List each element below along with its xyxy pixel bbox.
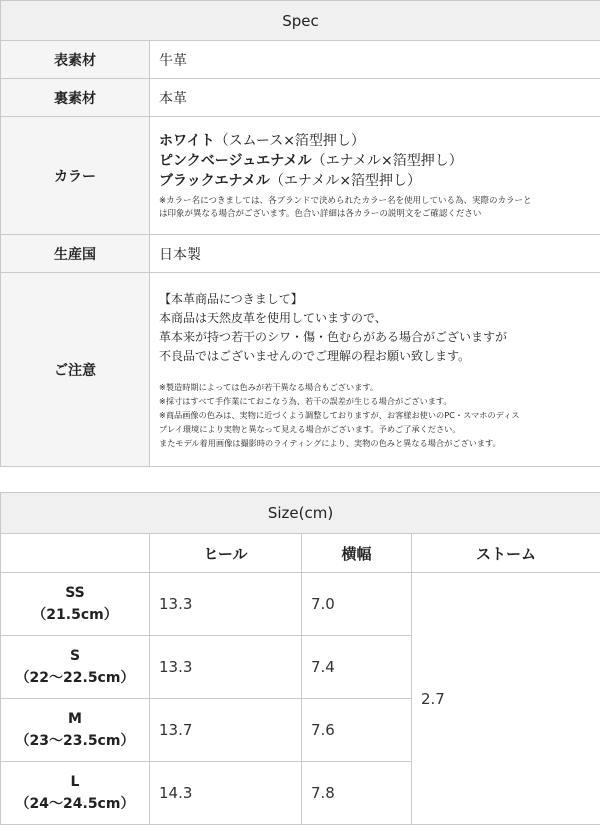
size-name: M: [1, 708, 149, 730]
width-value: 7.8: [302, 762, 412, 825]
color-label: カラー: [1, 117, 150, 235]
width-value: 7.6: [302, 699, 412, 762]
origin-label: 生産国: [1, 235, 150, 273]
size-name: SS: [1, 582, 149, 604]
inner-material-label: 裏素材: [1, 79, 150, 117]
color-name: ブラックエナメル: [159, 173, 270, 189]
heel-value: 13.7: [150, 699, 302, 762]
caution-main-line: 【本革商品につきまして】: [159, 290, 592, 309]
color-detail: （スムース×箔型押し）: [215, 133, 365, 149]
color-item: [159, 151, 592, 171]
caution-note-line: プレイ環境により実物と異なって見える場合がございます。予めご了承ください。: [159, 422, 592, 436]
outer-material-value: 牛革: [150, 41, 600, 79]
caution-main-line: 革本来が持つ若干のシワ・傷・色むらがある場合がございますが: [159, 328, 592, 347]
color-note: [159, 195, 592, 221]
spec-header: Spec: [1, 1, 600, 41]
heel-value: 14.3: [150, 762, 302, 825]
caution-note-line: ※製造時期によっては色みが若干異なる場合もございます。: [159, 380, 592, 394]
size-row-label: [1, 636, 150, 699]
size-column-header-row: [1, 534, 600, 573]
caution-note-line: またモデル着用画像は撮影時のライティングにより、実物の色みと異なる場合がございます。: [159, 436, 592, 450]
size-header: Size(cm): [1, 493, 600, 534]
color-note-line: ※カラー名につきましては、各ブランドで決められたカラー名を使用している為、実際のカラーと: [159, 195, 592, 208]
width-value: 7.4: [302, 636, 412, 699]
caution-main-line: 本商品は天然皮革を使用していますので、: [159, 309, 592, 328]
origin-value: 日本製: [150, 235, 600, 273]
caution-note-line: ※商品画像の色みは、実物に近づくよう調整しておりますが、お客様お使いのPC・スマホのディス: [159, 408, 592, 422]
spec-row-inner-material: [1, 79, 600, 117]
color-value: [150, 117, 600, 235]
spec-row-origin: [1, 235, 600, 273]
strom-value: 2.7: [412, 573, 600, 825]
color-name: ホワイト: [159, 133, 215, 149]
spec-row-caution: [1, 273, 600, 467]
color-note-line: は印象が異なる場合がございます。色合い詳細は各カラーの説明文をご確認ください: [159, 208, 592, 221]
color-name: ピンクベージュエナメル: [159, 153, 312, 169]
size-row: [1, 573, 600, 636]
size-range: （24〜24.5cm）: [1, 793, 149, 815]
caution-value: [150, 273, 600, 467]
size-row-label: [1, 573, 150, 636]
inner-material-value: 本革: [150, 79, 600, 117]
caution-label: ご注意: [1, 273, 150, 467]
color-item: [159, 171, 592, 191]
color-detail: （エナメル×箔型押し）: [312, 153, 463, 169]
color-detail: （エナメル×箔型押し）: [270, 173, 421, 189]
color-item: [159, 131, 592, 151]
spec-row-color: [1, 117, 600, 235]
heel-column-header: ヒール: [150, 534, 302, 573]
caution-main-line: 不良品ではございませんのでご理解の程お願い致します。: [159, 347, 592, 366]
size-range: （22〜22.5cm）: [1, 667, 149, 689]
size-range: （21.5cm）: [1, 604, 149, 626]
size-row-label: [1, 699, 150, 762]
size-name: L: [1, 771, 149, 793]
spec-row-outer-material: [1, 41, 600, 79]
strom-column-header: ストーム: [412, 534, 600, 573]
heel-value: 13.3: [150, 636, 302, 699]
caution-notes: [159, 380, 592, 450]
size-col-blank: [1, 534, 150, 573]
outer-material-label: 表素材: [1, 41, 150, 79]
width-value: 7.0: [302, 573, 412, 636]
width-column-header: 横幅: [302, 534, 412, 573]
caution-main: [159, 290, 592, 366]
size-range: （23〜23.5cm）: [1, 730, 149, 752]
heel-value: 13.3: [150, 573, 302, 636]
caution-note-line: ※採寸はすべて手作業にておこなう為、若干の誤差が生じる場合がございます。: [159, 394, 592, 408]
size-table: [0, 492, 600, 825]
size-row-label: [1, 762, 150, 825]
size-name: S: [1, 645, 149, 667]
